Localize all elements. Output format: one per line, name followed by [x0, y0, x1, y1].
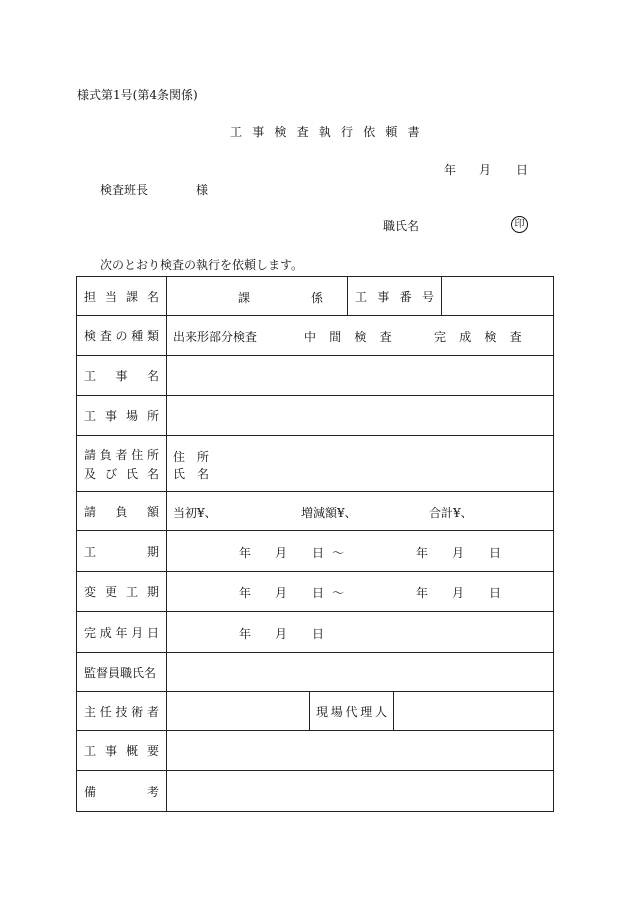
summary-value[interactable]: [167, 731, 554, 771]
date-month: 月: [479, 163, 492, 177]
amount-total: 合計¥、: [429, 506, 473, 520]
work-name-value[interactable]: [167, 356, 554, 396]
period-end-month: 月: [452, 546, 465, 560]
date-year: 年: [444, 163, 457, 177]
remarks-value[interactable]: [167, 771, 554, 812]
table-row: [77, 692, 554, 731]
period-change-start-month: 月: [275, 586, 288, 600]
period-change-tilde: ～: [332, 586, 345, 600]
period-change-end-year: 年: [416, 586, 429, 600]
addressee-role: 検査班長: [100, 183, 149, 197]
document-title: 工事検査執行依頼書: [230, 125, 430, 139]
period-start-day: 日: [312, 546, 325, 560]
period-start-month: 月: [275, 546, 288, 560]
work-place-label: 工 事 場 所: [84, 409, 159, 423]
completion-day: 日: [312, 627, 325, 641]
work-name-label: 工 事 名: [84, 369, 159, 383]
ka-label: 課: [238, 291, 251, 305]
completion-month: 月: [275, 627, 288, 641]
period-change-label: 変 更 工 期: [84, 585, 159, 599]
period-change-start-year: 年: [239, 586, 252, 600]
completion-year: 年: [239, 627, 252, 641]
work-number-label: 工 事 番 号: [355, 289, 435, 304]
completion-label: 完 成 年 月 日: [84, 625, 159, 640]
summary-label: 工 事 概 要: [84, 744, 159, 758]
amount-initial: 当初¥、: [173, 506, 217, 520]
table-row: [77, 356, 554, 396]
table-row: [77, 316, 554, 356]
table-row: [77, 653, 554, 692]
inspection-type-final: 完成検査: [434, 330, 535, 344]
inspection-type-partial: 出来形部分検査: [173, 330, 258, 344]
contractor-name-label: 氏 名: [173, 467, 210, 481]
period-end-year: 年: [416, 546, 429, 560]
supervisor-value[interactable]: [167, 653, 554, 692]
table-row: [77, 492, 554, 531]
table-row: [77, 396, 554, 436]
contractor-label-1: 請 負 者 住 所: [84, 447, 159, 462]
period-start-year: 年: [239, 546, 252, 560]
site-agent-label: 現 場 代 理 人: [316, 704, 388, 719]
table-row: [77, 612, 554, 653]
intro-text: 次のとおり検査の執行を依頼します。: [100, 258, 304, 272]
table-row: [77, 572, 554, 612]
chief-engineer-label: 主 任 技 術 者: [84, 704, 159, 719]
dept-label: 担 当 課 名: [84, 289, 159, 304]
sender-label: 職氏名: [383, 219, 420, 233]
inspection-type-label: 検 査 の 種 類: [84, 329, 159, 343]
period-tilde: ～: [332, 546, 345, 560]
period-end-day: 日: [489, 546, 502, 560]
amount-change: 増減額¥、: [301, 506, 357, 520]
work-place-value[interactable]: [167, 396, 554, 436]
table-row: [77, 277, 554, 316]
period-label: 工 期: [84, 544, 159, 559]
seal-mark: 印: [511, 216, 528, 233]
amount-label: 請 負 額: [84, 504, 159, 519]
work-number-value[interactable]: [442, 277, 554, 316]
site-agent-value[interactable]: [394, 692, 554, 731]
kakari-label: 係: [311, 291, 324, 305]
table-row: [77, 531, 554, 572]
table-row: [77, 771, 554, 812]
addressee-honorific: 様: [196, 183, 209, 197]
inspection-type-interim: 中間検査: [304, 330, 405, 344]
date-day: 日: [516, 163, 529, 177]
contractor-label-2: 及 び 氏 名: [84, 466, 159, 481]
form-number: 様式第1号(第4条関係): [77, 88, 198, 102]
supervisor-label: 監督員職氏名: [77, 653, 167, 692]
period-change-end-day: 日: [489, 586, 502, 600]
table-row: [77, 436, 554, 492]
period-change-start-day: 日: [312, 586, 325, 600]
remarks-label: 備 考: [84, 784, 159, 799]
table-row: [77, 731, 554, 771]
contractor-address-label: 住 所: [173, 450, 210, 464]
chief-engineer-value[interactable]: [167, 692, 310, 731]
period-change-end-month: 月: [452, 586, 465, 600]
inspection-request-table: [76, 276, 554, 812]
